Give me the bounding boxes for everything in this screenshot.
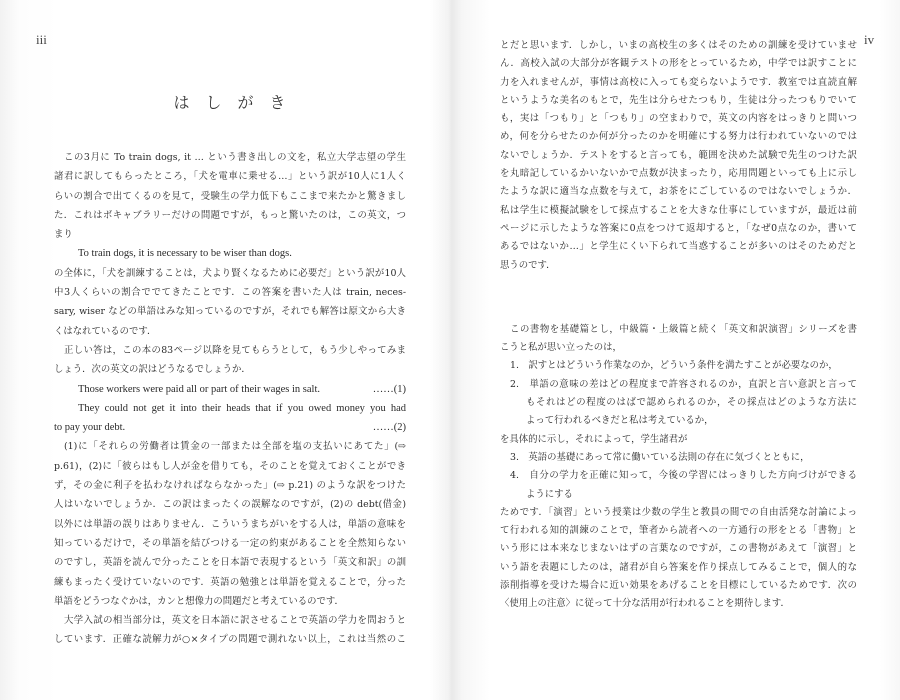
line-text: 1. 訳すとはどういう作業なのか，どういう条件を満たすことが必要なのか，: [510, 360, 838, 372]
line-text: p.61)，(2)に「彼らはもし人が金を借りても，そのことを覚えておくことができ: [54, 460, 406, 472]
line-text: to pay your debt.: [54, 422, 126, 434]
line-text: め，何を分らせたのか何が分ったのかを明確にする努力は行われていないのでは: [500, 131, 857, 143]
line-text: まり: [54, 229, 73, 241]
chapter-title: はしがき: [173, 93, 302, 112]
line-text: た．これはボキャブラリーだけの問題ですが，もっと驚いたのは，この英文，つ: [54, 209, 406, 221]
text-line: [54, 592, 406, 611]
line-text: いう語を表題にしたのは，諸君が自ら答案を作り採点してみることで，個人的な: [500, 561, 857, 573]
example-number: ……(2): [372, 422, 406, 434]
line-text: の全体に，「犬を訓練することは，犬より賢くなるために必要だ」という訳が10人: [54, 267, 406, 279]
line-text: のですし，英語を読んで分ったことを日本語で表現するという「英文和訳」の訓: [54, 557, 406, 569]
text-line: [500, 504, 857, 522]
left-page-body: [54, 148, 406, 650]
text-line: [54, 553, 406, 572]
line-text: 中3人くらいの割合ででてきたことです．この答案を書いた人は train, neces-: [54, 287, 406, 299]
text-line: [54, 573, 406, 592]
text-line: [54, 380, 406, 399]
line-text: 単語をどうつなぐかは，カンと想像力の問題だと考えているのです．: [54, 595, 344, 607]
text-line: [500, 37, 857, 55]
line-text: ん．高校入試の大部分が客観テストの形をとっているため，中学では訳すことに: [500, 58, 857, 70]
text-line: [54, 611, 406, 630]
text-line: [54, 534, 406, 553]
text-line: [500, 339, 857, 357]
text-line: [500, 147, 857, 165]
line-text: しょう．次の英文の訳はどうなるでしょうか．: [54, 364, 251, 376]
line-text: 諸君に訳してもらったところ，「犬を電車に乗せる…」という訳が10人に1人く: [54, 171, 406, 183]
line-text: 以外には単語の誤りはありません．こういうまちがいをする人は，単語の意味を: [54, 518, 406, 530]
text-line: [54, 360, 406, 379]
text-line: [54, 495, 406, 514]
text-line: [54, 515, 406, 534]
text-line: [500, 559, 857, 577]
text-line: [54, 437, 406, 456]
text-line: [500, 110, 857, 128]
text-line: [500, 376, 857, 394]
line-text: ページに示したような答案に0点をつけて返却すると，「なぜ0点なのか，書いて: [500, 222, 857, 234]
text-line: [500, 321, 857, 339]
page-number-right: iv: [864, 32, 875, 47]
line-text: 力を入れませんが，事情は高校に入っても変らないようです．教室では直読直解: [500, 76, 857, 88]
line-text: 〈使用上の注意〉に従って十分な活用が行われることを期待します．: [500, 598, 790, 610]
line-text: sary, wiser などの単語はみな知っているのですが，それでも解答は原文から大き: [54, 306, 406, 318]
text-line: [54, 225, 406, 244]
text-line: [500, 394, 857, 412]
line-text: (1)に「それらの労働者は賃金の一部または全部を塩の支払いにあてた」(⇨: [64, 441, 406, 453]
line-text: この書物を基礎篇とし，中級篇・上級篇と続く「英文和訳演習」シリーズを書: [510, 323, 857, 335]
line-text: て行われる知的訓練のことで，筆者から読者への一方通行の形をとる「書物」と: [500, 525, 857, 537]
line-text: They could not get it into their heads that if you owed money you had: [78, 402, 406, 414]
line-text: しています．正確な読解力が○×タイプの問題で測れない以上，これは当然のこ: [54, 634, 406, 646]
line-text: 練もまったく受けていないのです．英語の勉強とは単語を覚えることで，分った: [54, 576, 406, 588]
text-line: [500, 257, 857, 275]
line-text: 人はいないでしょうか．この訳はまったくの誤解なのですが，(2)の debt(借金): [54, 499, 406, 511]
line-text: というような美名のもとで，先生は分らせたつもり，生徒は分ったつもりでいて: [500, 94, 857, 106]
line-text: よって行われるべきだと私は考えているか，: [526, 415, 714, 427]
line-text: とだと思います．しかし，いまの高校生の多くはそのための訓練を受けていませ: [500, 40, 857, 51]
line-text: 大学入試の相当部分は，英文を日本語に訳させることで英語の学力を問おうと: [64, 615, 406, 627]
text-line: [500, 577, 857, 595]
line-text: ず，その金に利子を払わなければならなかった」(⇨ p.21) のような訳をつけた: [54, 480, 406, 492]
text-line: [500, 449, 857, 467]
text-line: [500, 128, 857, 146]
text-line: [500, 486, 857, 504]
text-line: [54, 244, 406, 263]
text-line: [54, 322, 406, 341]
text-line: [54, 418, 406, 437]
line-text: らいの割合で出てくるのを見て，受験生の学力低下もここまで来たかと驚きまし: [54, 190, 406, 202]
text-line: [500, 220, 857, 238]
line-text: こうと私が思い立ったのは，: [500, 342, 622, 354]
text-line: [54, 630, 406, 649]
line-text: 添削指導を受けた場合に近い効果をあげることを目標にしているためです．次の: [500, 580, 857, 592]
text-line: [54, 399, 406, 418]
line-text: この3月に To train dogs, it … という書き出しの文を，私立大学志望の学生: [64, 152, 406, 163]
line-text: たような訳に適当な点数を与えて，お茶をにごしているのではないでしょうか．: [500, 186, 857, 198]
text-line: [500, 431, 857, 449]
text-line: [500, 74, 857, 92]
line-text: 知っているだけで，その単語を結びつける一定の約束があることを全然知らない: [54, 537, 406, 549]
line-text: もそれはどの程度のはばで認められるのか，その採点はどのような方法に: [526, 397, 857, 409]
text-line: [54, 341, 406, 360]
line-text: を丸暗記しているかいないかで点数が決まったり，応用問題といっても上に示し: [500, 168, 857, 180]
line-text: ないでしょうか．テストをすると言っても，範囲を決めた試験で先生のつけた訳: [500, 149, 857, 161]
line-text: ためです．「演習」という授業は少数の学生と教員の間での自由活発な討論によっ: [500, 506, 857, 518]
line-text: ようにする: [526, 488, 573, 500]
text-line: [54, 283, 406, 302]
text-line: [500, 595, 857, 613]
text-line: [500, 238, 857, 256]
text-line: [54, 167, 406, 186]
line-text: いう形には本来なじまないはずの言葉なのですが，この書物があえて「演習」と: [500, 543, 857, 555]
text-line: [500, 467, 857, 485]
line-text: 思うのです．: [500, 259, 556, 271]
line-text: くはなれているのです．: [54, 325, 157, 337]
line-text: 正しい答は，この本の83ページ以降を見てもらうとして，もう少しやってみま: [64, 344, 406, 356]
text-line: [54, 206, 406, 225]
text-line: [54, 148, 406, 167]
text-line: [54, 457, 406, 476]
text-line: [500, 55, 857, 73]
line-text: 2. 単語の意味の差はどの程度まで許容されるのか，直訳と言い意訳と言って: [510, 378, 857, 390]
page-number-left: iii: [36, 32, 47, 47]
text-line: [54, 187, 406, 206]
line-text: 4. 自分の学力を正確に知って，今後の学習にはっきりした方向づけができる: [510, 470, 857, 482]
text-line: [500, 202, 857, 220]
line-text: も，実は「つもり」と「つもり」の空まわりで，英文の内容をはっきりと問いつ: [500, 113, 857, 125]
line-text: あるではないか…」と学生にくい下られて当惑することが多いのはそのためだと: [500, 241, 857, 253]
right-page-body: [500, 37, 857, 614]
text-line: [500, 412, 857, 430]
line-text: を具体的に示し，それによって，学生諸君が: [500, 433, 688, 445]
line-text: Those workers were paid all or part of their wages in salt.: [78, 383, 321, 395]
example-number: ……(1): [372, 383, 406, 395]
text-line: [500, 183, 857, 201]
line-text: 私は学生に模擬試験をして採点することを大きな仕事にしていますが，最近は前: [500, 204, 857, 216]
line-text: To train dogs, it is necessary to be wiser than dogs.: [78, 248, 292, 260]
text-line: [54, 302, 406, 321]
text-line: [500, 357, 857, 375]
text-line: [54, 476, 406, 495]
line-text: 3. 英語の基礎にあって常に働いている法則の存在に気づくとともに，: [510, 451, 810, 463]
text-line: [54, 264, 406, 283]
section-gap: [500, 275, 857, 321]
text-line: [500, 540, 857, 558]
text-line: [500, 165, 857, 183]
text-line: [500, 92, 857, 110]
text-line: [500, 522, 857, 540]
